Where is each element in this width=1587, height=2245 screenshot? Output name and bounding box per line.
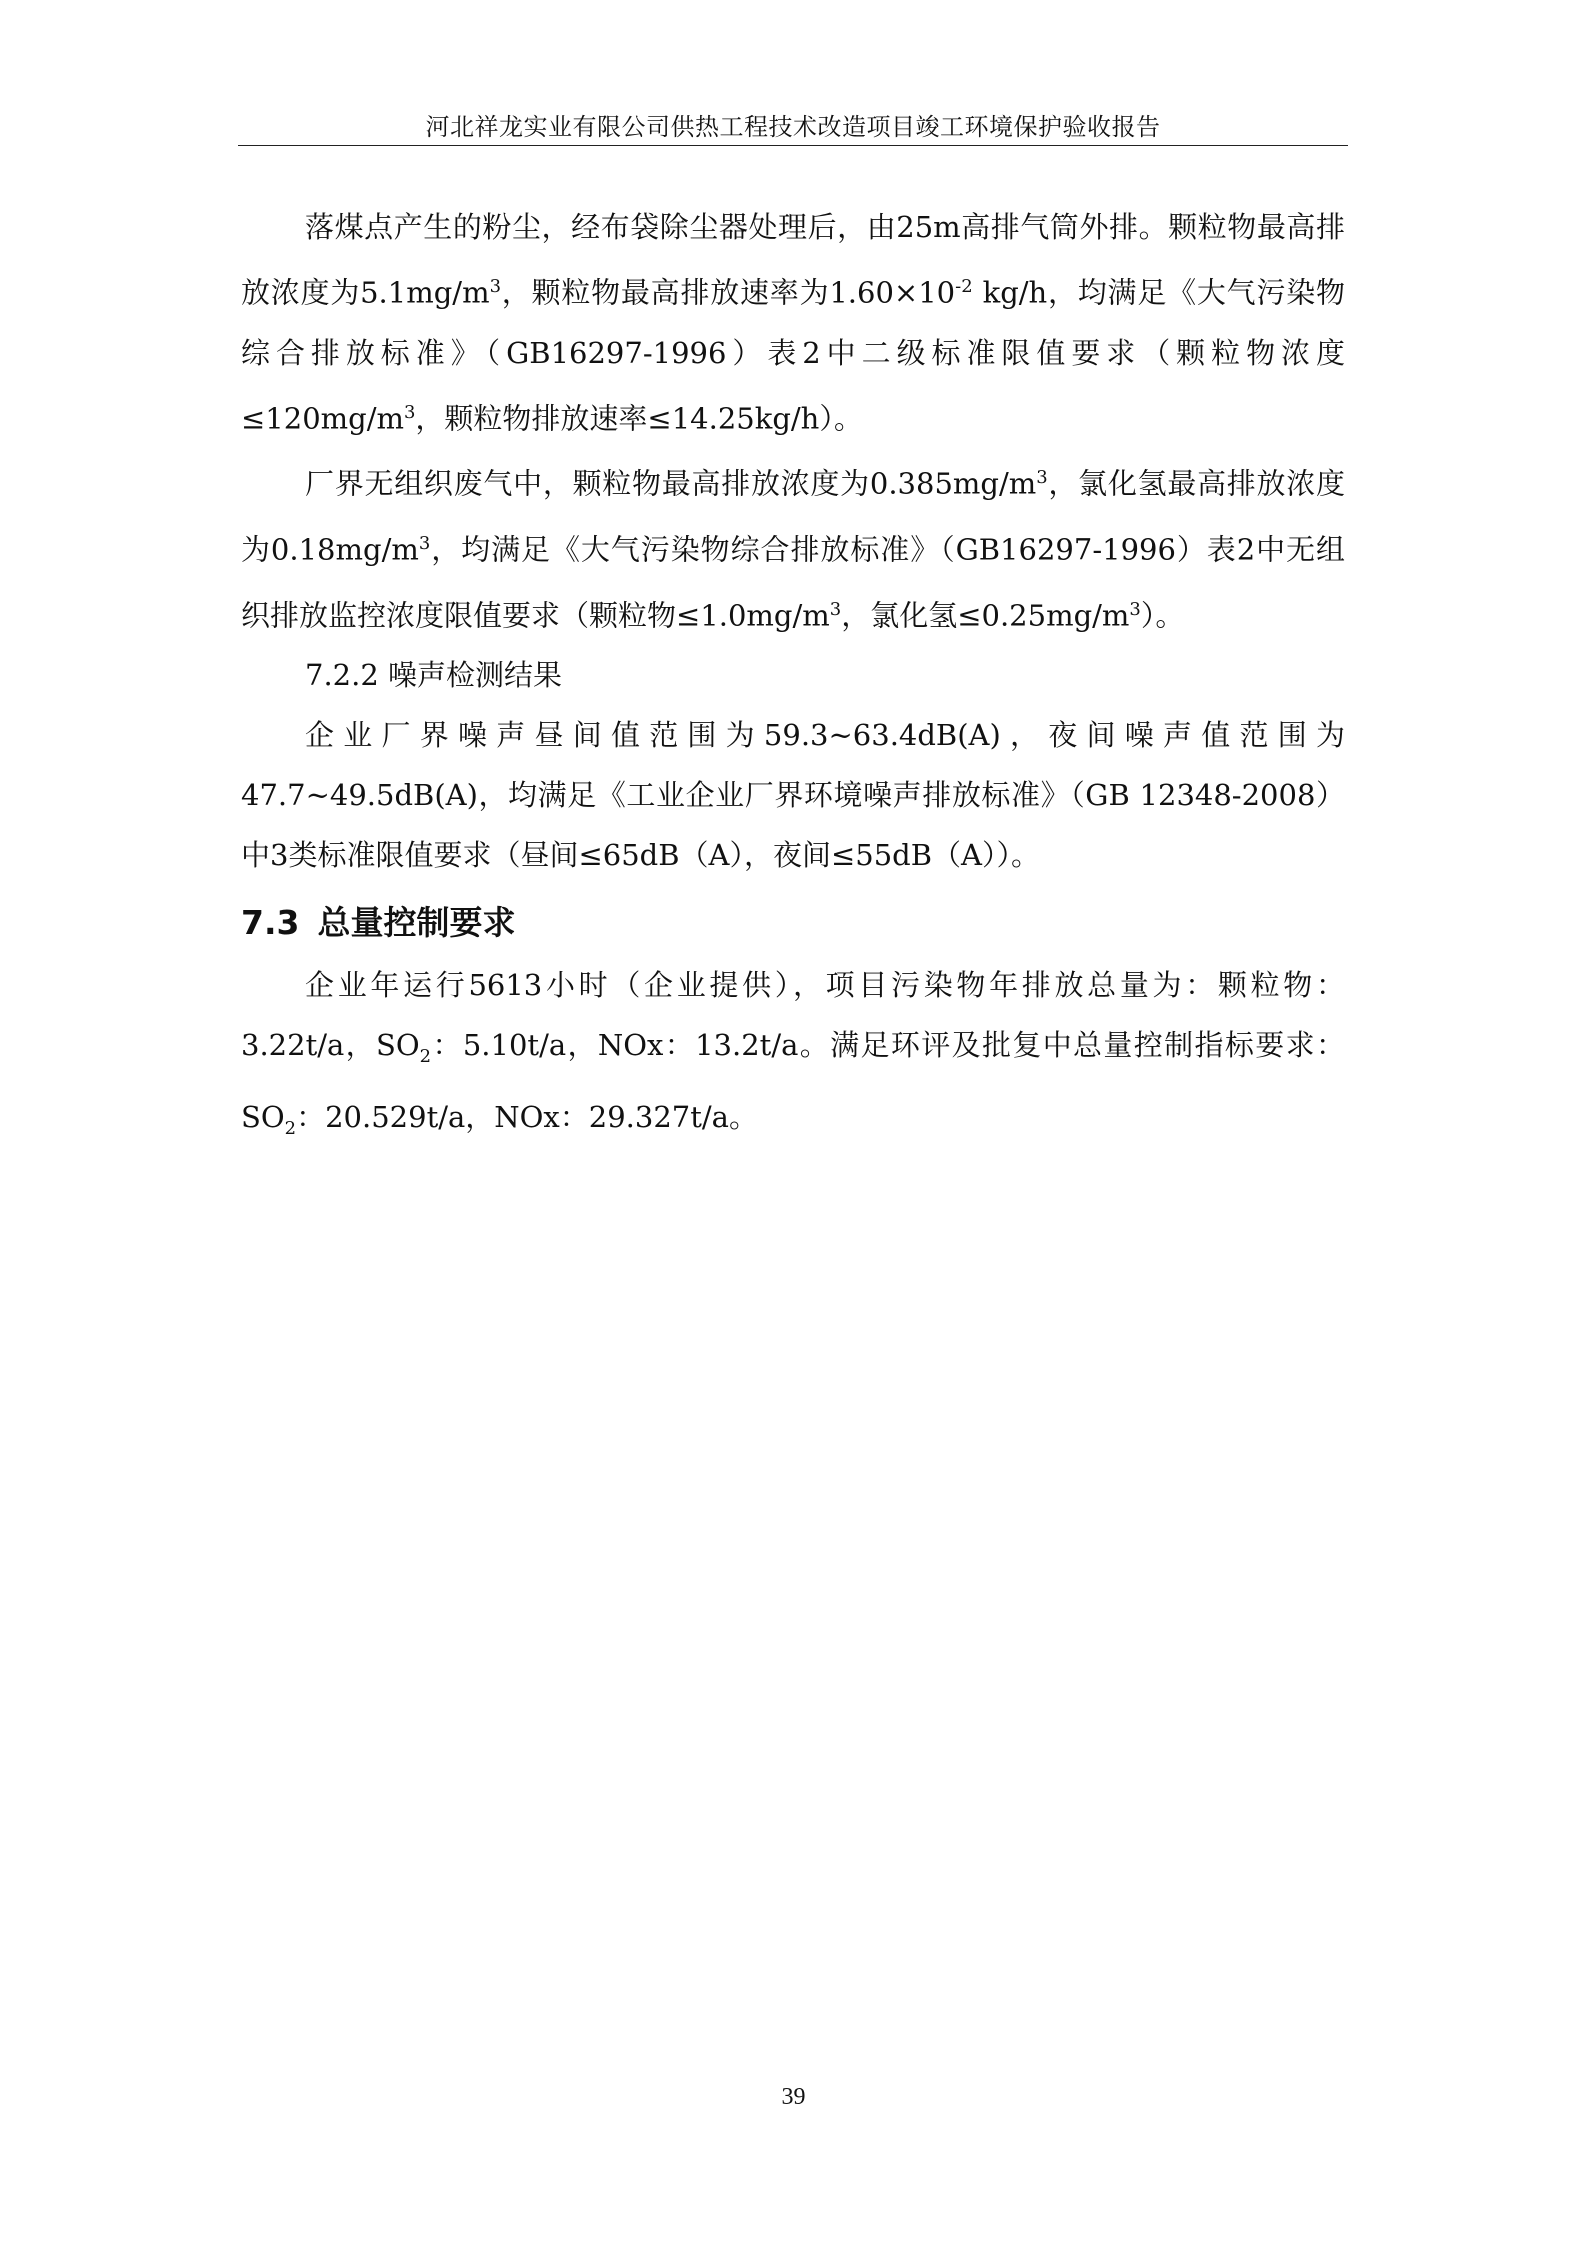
section-heading bbox=[241, 891, 1345, 955]
body-text bbox=[241, 197, 1345, 1159]
paragraph-fugitive-emission: 厂界无组织废气中，颗粒物最高排放浓度为$0.385mg/m^3$，氯化氢最高排放浓度为$0.18mg/m^3$，均满足《大气污染物综合排放标准》（GB16297-1996）表2中无组织排放监控浓度限值要求（颗粒物$\le 1.0mg/m^3$，氯化氢$\le 0.25mg/m^3$）。 bbox=[241, 466, 1345, 633]
section-title: 总量控制要求 bbox=[317, 903, 516, 943]
paragraph-total-control: 企业年运行5613小时（企业提供），项目污染物年排放总量为：颗粒物：3.22t/a，$SO_2$：5.10t/a，NOx：13.2t/a。满足环评及批复中总量控制指标要求：$SO_2$：20.529t/a，NOx：29.327t/a。 bbox=[241, 968, 1345, 1139]
header-divider bbox=[238, 145, 1348, 146]
paragraph-noise-results: 企业厂界噪声昼间值范围为59.3~63.4dB(A)，夜间噪声值范围为47.7~49.5dB(A)，均满足《工业企业厂界环境噪声排放标准》（GB 12348-2008）中3类标准限值要求（昼间≤65dB（A），夜间≤55dB（A））。 bbox=[241, 718, 1345, 873]
paragraph-dust-emission: 落煤点产生的粉尘，经布袋除尘器处理后，由25m高排气筒外排。颗粒物最高排放浓度为$5.1mg/m^3$，颗粒物最高排放速率为$1.60\times 10^{-2}$ kg/h，均满足《大气污染物综合排放标准》（GB16297-1996）表2中二级标准限值要求（颗粒物浓度$\le 120mg/m^3$，颗粒物排放速率≤14.25kg/h）。 bbox=[241, 210, 1345, 436]
page-number: 39 bbox=[781, 2084, 806, 2110]
subsection-heading-noise: 7.2.2 噪声检测结果 bbox=[305, 658, 563, 693]
running-header: 河北祥龙实业有限公司供热工程技术改造项目竣工环境保护验收报告 bbox=[425, 113, 1161, 141]
section-number: 7.3 bbox=[241, 903, 300, 943]
